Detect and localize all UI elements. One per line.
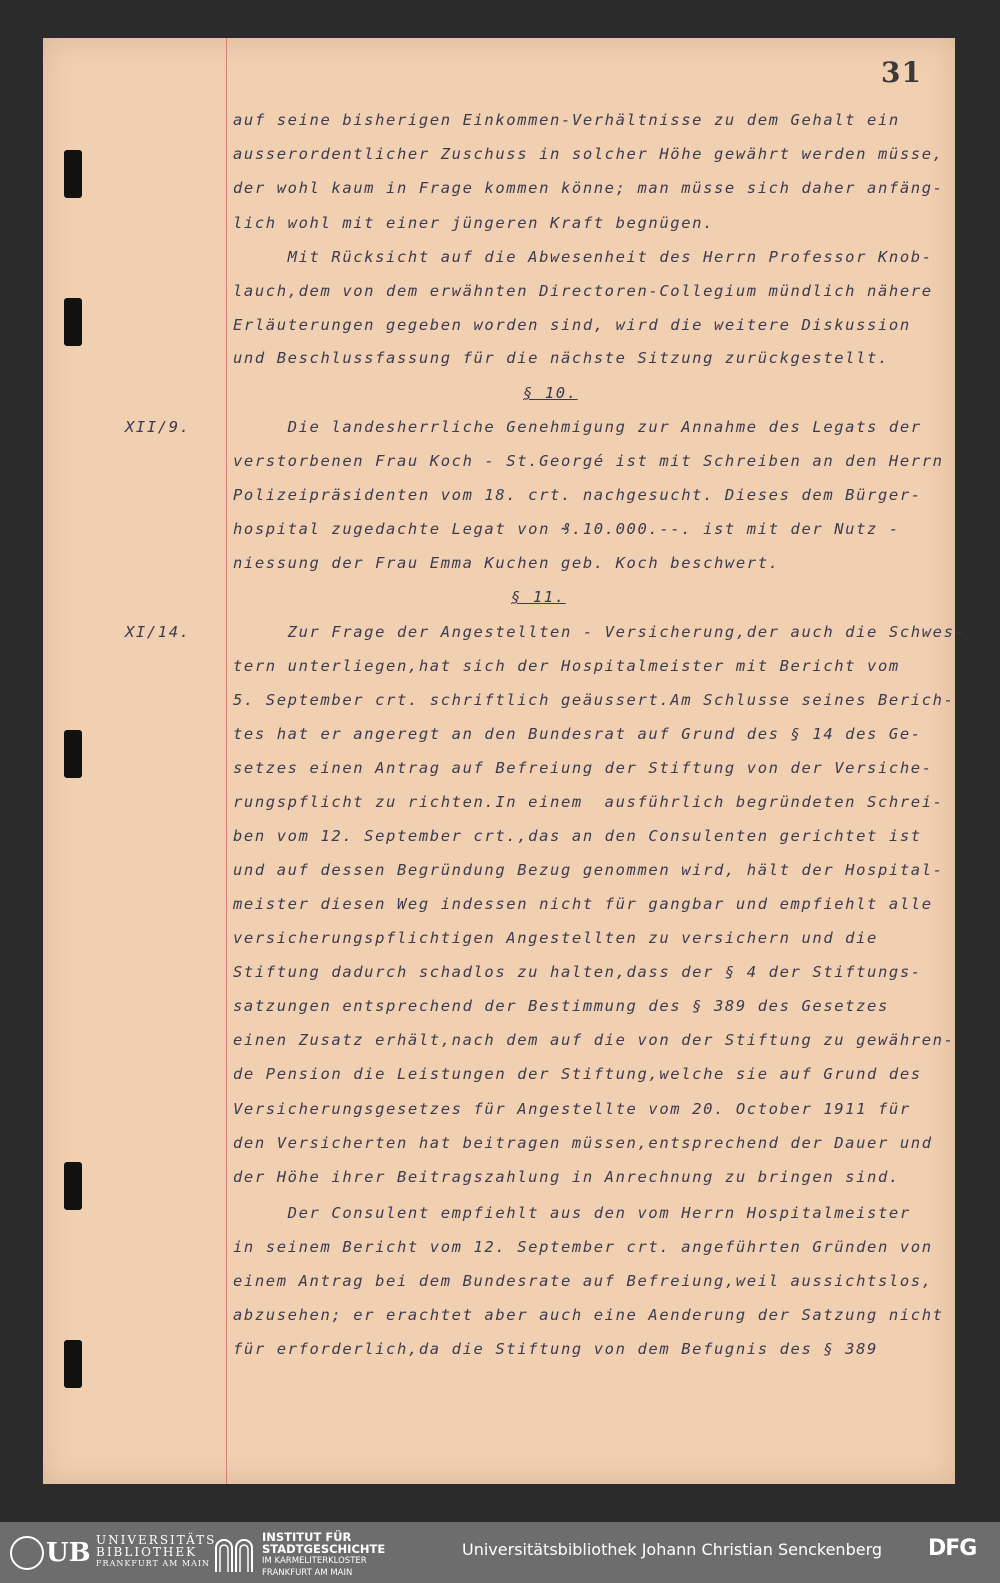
text-line: Stiftung dadurch schadlos zu halten,dass der § 4 der Stiftungs- (233, 963, 922, 981)
text-line: 5. September crt. schriftlich geäussert.Am Schlusse seines Berich- (233, 691, 955, 709)
isg-line-1: INSTITUT FÜR (262, 1530, 352, 1544)
text-line: in seinem Bericht vom 12. September crt. angeführten Gründen von (233, 1238, 933, 1256)
isg-line-3: IM KARMELITERKLOSTER (262, 1556, 367, 1566)
punch-hole (64, 1340, 82, 1388)
punch-hole (64, 1162, 82, 1210)
text-line: abzusehen; er erachtet aber auch eine Aenderung der Satzung nicht (233, 1306, 944, 1324)
text-line: de Pension die Leistungen der Stiftung,welche sie auf Grund des (233, 1065, 922, 1083)
isg-line-2: STADTGESCHICHTE (262, 1542, 386, 1556)
text-line: der Höhe ihrer Beitragszahlung in Anrechnung zu bringen sind. (233, 1168, 900, 1186)
text-line: satzungen entsprechend der Bestimmung des § 389 des Gesetzes (233, 997, 889, 1015)
section-heading: § 11. (511, 588, 566, 606)
text-line: verstorbenen Frau Koch - St.Georgé ist mit Schreiben an den Herrn (233, 452, 944, 470)
ub-name (96, 1534, 216, 1570)
text-line: Der Consulent empfiehlt aus den vom Herrn Hospitalmeister (233, 1204, 911, 1222)
section-heading: § 10. (523, 384, 578, 402)
punch-hole (64, 150, 82, 198)
text-line: einen Zusatz erhält,nach dem auf die von der Stiftung zu gewähren- (233, 1031, 955, 1049)
text-line: Erläuterungen gegeben worden sind, wird die weitere Diskussion (233, 316, 911, 334)
footer-title: Universitätsbibliothek Johann Christian Senckenberg (462, 1540, 883, 1559)
text-line: rungspflicht zu richten.In einem ausführlich begründeten Schrei- (233, 793, 944, 811)
margin-note: XI/14. (125, 623, 191, 641)
text-line: Polizeipräsidenten vom 18. crt. nachgesucht. Dieses dem Bürger- (233, 486, 922, 504)
footer-bar (0, 1522, 1000, 1583)
page-number: 31 (881, 56, 922, 89)
margin-note: XII/9. (125, 418, 191, 436)
text-line: meister diesen Weg indessen nicht für gangbar und empfiehlt alle (233, 895, 933, 913)
punch-hole (64, 730, 82, 778)
text-line: hospital zugedachte Legat von ₰.10.000.--. ist mit der Nutz - (233, 520, 900, 538)
text-line: lauch,dem von dem erwähnten Directoren-Collegium mündlich nähere (233, 282, 933, 300)
text-line: und auf dessen Begründung Bezug genommen wird, hält der Hospital- (233, 861, 944, 879)
text-line: auf seine bisherigen Einkommen-Verhältnisse zu dem Gehalt ein (233, 111, 900, 129)
text-line: für erforderlich,da die Stiftung von dem Befugnis des § 389 (233, 1340, 878, 1358)
text-line: und Beschlussfassung für die nächste Sitzung zurückgestellt. (233, 349, 889, 367)
ub-line-2: BIBLIOTHEK (96, 1545, 198, 1559)
isg-arches-icon[interactable] (214, 1534, 254, 1572)
document-page (43, 38, 966, 1484)
text-line: versicherungspflichtigen Angestellten zu versichern und die (233, 929, 878, 947)
text-line: Zur Frage der Angestellten - Versicherung,der auch die Schwes- (233, 623, 966, 641)
dfg-logo[interactable]: DFG (928, 1536, 977, 1561)
ub-line-3: FRANKFURT AM MAIN (96, 1559, 211, 1568)
text-line: ben vom 12. September crt.,das an den Consulenten gerichtet ist (233, 827, 922, 845)
text-line: den Versicherten hat beitragen müssen,entsprechend der Dauer und (233, 1134, 933, 1152)
punch-hole (64, 298, 82, 346)
ub-emblem-icon (10, 1536, 44, 1570)
ub-line-1: UNIVERSITÄTS (96, 1533, 217, 1547)
text-line: Versicherungsgesetzes für Angestellte vom 20. October 1911 für (233, 1100, 911, 1118)
text-line: einem Antrag bei dem Bundesrate auf Befreiung,weil aussichtslos, (233, 1272, 933, 1290)
margin-rule (226, 38, 227, 1484)
ub-logo-letters: UB (46, 1538, 91, 1568)
text-line: setzes einen Antrag auf Befreiung der Stiftung von der Versiche- (233, 759, 933, 777)
ub-logo[interactable] (10, 1536, 91, 1570)
text-line: tern unterliegen,hat sich der Hospitalmeister mit Bericht vom (233, 657, 900, 675)
text-line: niessung der Frau Emma Kuchen geb. Koch beschwert. (233, 554, 780, 572)
text-line: Die landesherrliche Genehmigung zur Annahme des Legats der (233, 418, 922, 436)
isg-line-4: FRANKFURT AM MAIN (262, 1568, 353, 1578)
text-line: ausserordentlicher Zuschuss in solcher Höhe gewährt werden müsse, (233, 145, 944, 163)
isg-name (262, 1531, 385, 1579)
text-line: tes hat er angeregt an den Bundesrat auf Grund des § 14 des Ge- (233, 725, 922, 743)
text-line: der wohl kaum in Frage kommen könne; man müsse sich daher anfäng- (233, 179, 944, 197)
text-line: Mit Rücksicht auf die Abwesenheit des Herrn Professor Knob- (233, 248, 933, 266)
text-line: lich wohl mit einer jüngeren Kraft begnügen. (233, 214, 714, 232)
